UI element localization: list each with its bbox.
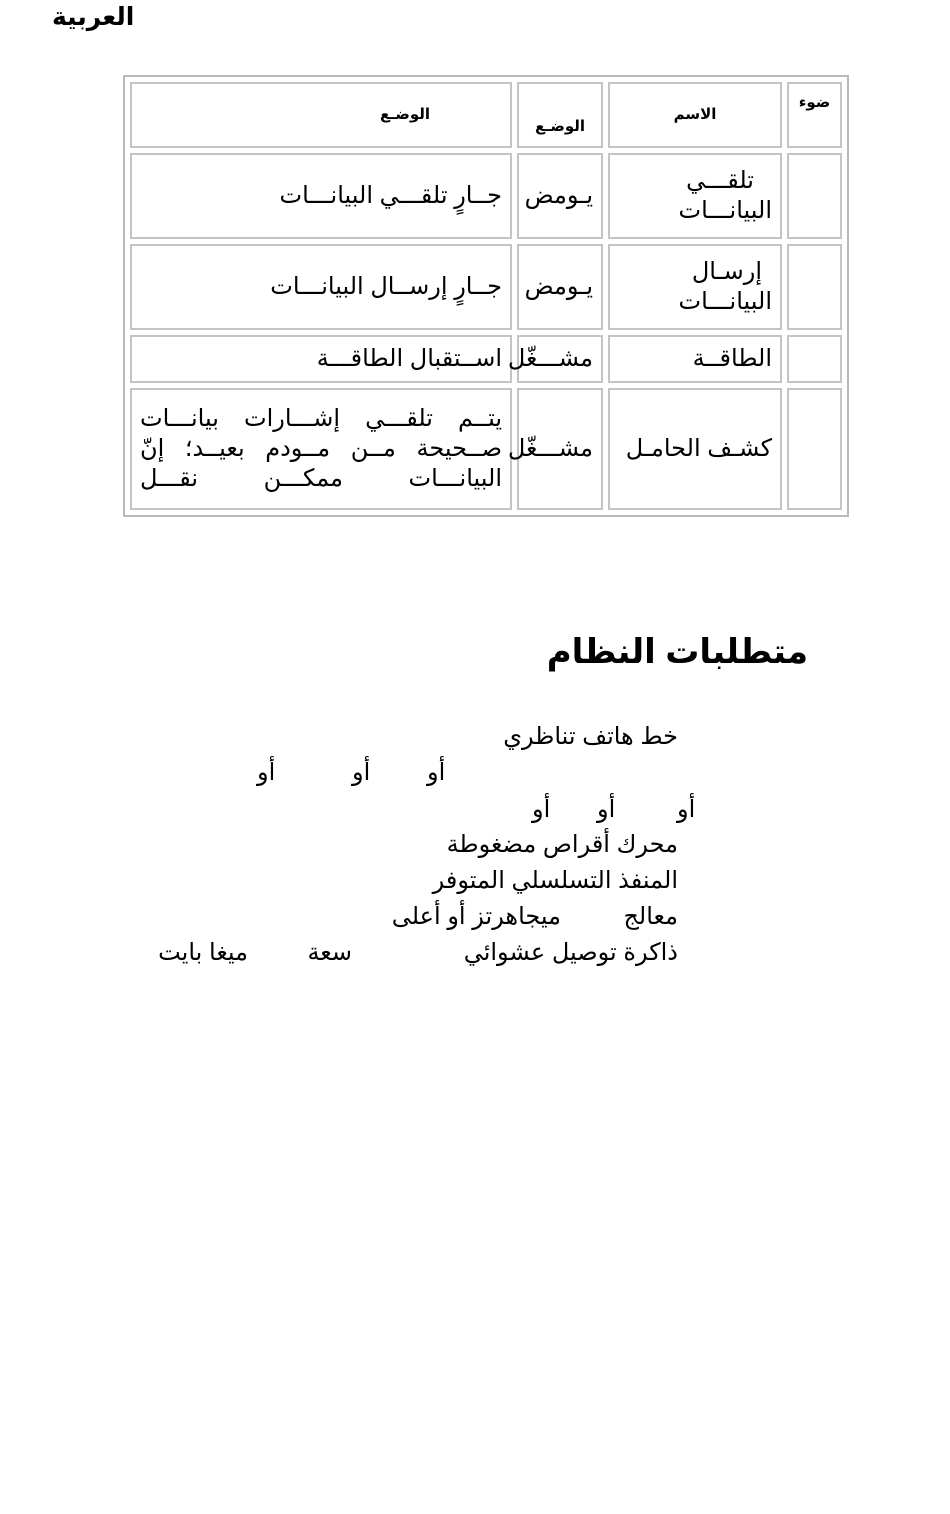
requirement-ram-capacity: سعة [307,939,352,966]
header-condition: الوضـع [130,82,512,148]
table-row [130,335,842,383]
state-cell: مشـــغّل [517,388,603,510]
requirement-cd-drive: محرك أقراص مضغوطة [446,831,678,858]
name-line-1: الطاقــة [692,345,772,372]
table-header-row [130,82,842,148]
condition-cell: يتــم تلقـــي إشـــارات بيانـــات صــحيحة مــن مــودم بعيــد؛ إنّ البيانـــات ممكـــن نقـــل [130,388,512,510]
state-cell: يـومض [517,244,603,330]
name-line-1: تلقـــي [686,167,754,194]
condition-cell: اســتقبال الطاقـــة [130,335,512,383]
header-state: الوضـع [517,82,603,148]
light-cell [787,153,842,239]
modem-lights-table [123,75,849,517]
light-cell [787,388,842,510]
requirement-ram-unit: ميغا بايت [158,939,248,966]
state-cell: مشـــغّل [517,335,603,383]
requirement-ram-label: ذاكرة توصيل عشوائي [463,939,678,966]
light-cell [787,244,842,330]
or-word: أو [257,759,276,786]
table-row [130,388,842,510]
or-word: أو [427,759,446,786]
name-cell [608,244,782,330]
name-line-2: البيانـــات [678,288,772,315]
header-light: ضوء [787,82,842,148]
table-row [130,244,842,330]
name-line-1: كشـف الحامـل [625,435,772,462]
system-requirements-title: متطلبات النظام [546,633,808,671]
state-cell: يـومض [517,153,603,239]
name-cell [608,153,782,239]
requirement-processor-speed: ميجاهرتز أو أعلى [391,903,561,930]
or-word: أو [532,796,551,823]
name-line-1: إرسـال [691,258,762,285]
page-language-label: العربية [52,3,135,31]
or-word: أو [597,796,616,823]
requirement-processor-label: معالج [623,903,678,930]
name-cell [608,335,782,383]
condition-cell: جــارٍ إرســال البيانـــات [130,244,512,330]
table-row [130,153,842,239]
light-cell [787,335,842,383]
requirement-phone-line: خط هاتف تناظري [503,723,678,750]
or-word: أو [677,796,696,823]
or-word: أو [352,759,371,786]
name-cell [608,388,782,510]
name-line-2: البيانـــات [678,197,772,224]
header-name: الاسم [608,82,782,148]
condition-cell: جــارٍ تلقـــي البيانـــات [130,153,512,239]
requirement-serial-port: المنفذ التسلسلي المتوفر [432,867,678,894]
